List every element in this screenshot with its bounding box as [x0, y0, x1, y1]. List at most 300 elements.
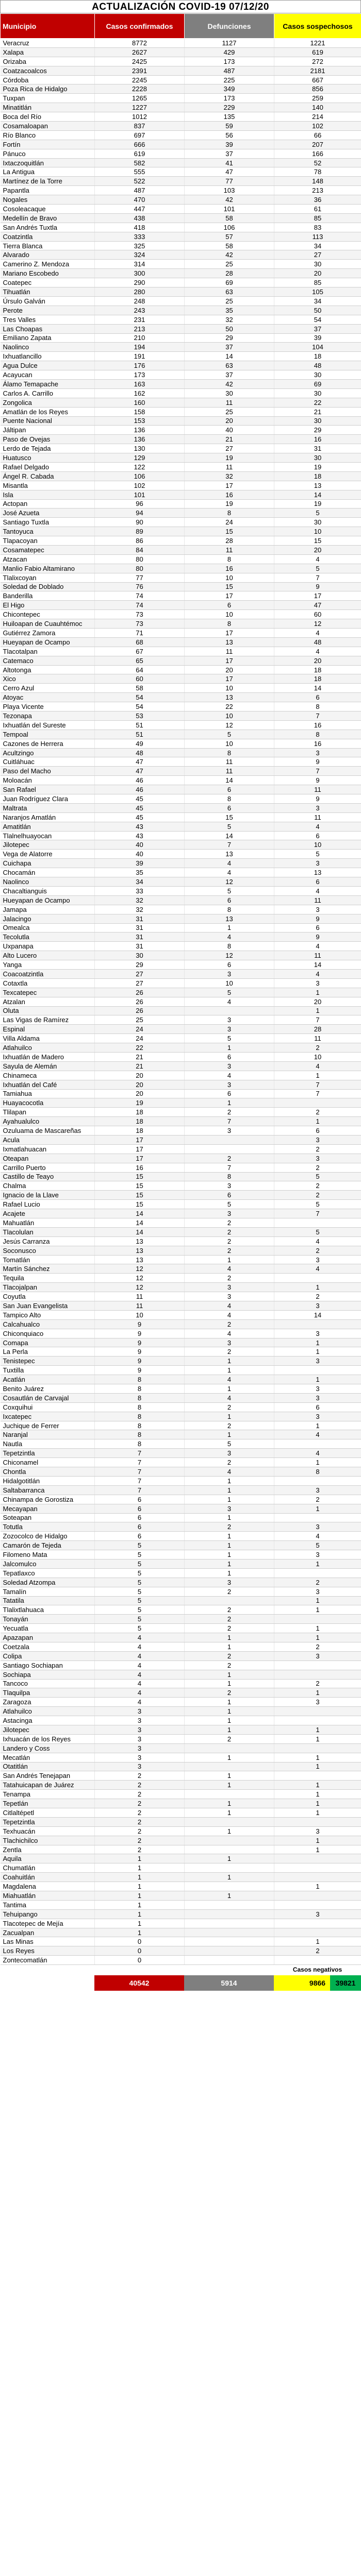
cell-municipio: Cosautlán de Carvajal [1, 1393, 95, 1402]
cell-municipio: Tancoco [1, 1679, 95, 1688]
cell-municipio: Poza Rica de Hidalgo [1, 84, 95, 94]
table-row [1, 895, 361, 905]
cell-sospechosos: 22 [274, 398, 361, 407]
cell-defunciones: 13 [185, 637, 274, 647]
cell-municipio: Ixhuacán de los Reyes [1, 1734, 95, 1743]
cell-municipio: Soledad de Doblado [1, 582, 95, 591]
cell-sospechosos: 113 [274, 232, 361, 241]
table-row [1, 186, 361, 195]
cell-sospechosos: 2 [274, 1108, 361, 1117]
table-row [1, 426, 361, 435]
cell-sospechosos: 6 [274, 693, 361, 702]
cell-municipio: Citlaltépetl [1, 1808, 95, 1818]
cell-municipio: Espinal [1, 1025, 95, 1034]
cell-confirmados: 9 [95, 1357, 185, 1366]
cell-municipio: Camerino Z. Mendoza [1, 260, 95, 269]
cell-municipio: Zongolica [1, 398, 95, 407]
cell-confirmados: 73 [95, 610, 185, 619]
table-row [1, 1596, 361, 1605]
cell-sospechosos: 13 [274, 868, 361, 877]
cell-sospechosos: 2 [274, 1043, 361, 1053]
table-row [1, 720, 361, 730]
cell-confirmados: 333 [95, 232, 185, 241]
cell-sospechosos: 3 [274, 1255, 361, 1264]
table-row [1, 306, 361, 315]
cell-municipio: Jalacingo [1, 914, 95, 923]
cell-sospechosos: 5 [274, 1200, 361, 1209]
cell-confirmados: 24 [95, 1025, 185, 1034]
cell-municipio: Tlaquilpa [1, 1688, 95, 1698]
cell-defunciones: 2 [185, 1246, 274, 1255]
table-row [1, 1781, 361, 1790]
cell-defunciones [185, 1928, 274, 1937]
table-row [1, 1236, 361, 1246]
table-row [1, 1863, 361, 1873]
cell-confirmados: 26 [95, 1006, 185, 1015]
cell-sospechosos: 15 [274, 536, 361, 546]
cell-municipio: Uxpanapa [1, 942, 95, 951]
cell-confirmados: 582 [95, 158, 185, 167]
cell-sospechosos: 3 [274, 905, 361, 914]
cell-sospechosos: 5 [274, 1227, 361, 1236]
cell-defunciones: 30 [185, 388, 274, 398]
cell-confirmados: 5 [95, 1587, 185, 1596]
cell-confirmados: 45 [95, 803, 185, 812]
cell-sospechosos: 3 [274, 1485, 361, 1495]
cell-defunciones: 28 [185, 269, 274, 278]
cell-defunciones: 22 [185, 702, 274, 711]
cell-confirmados: 136 [95, 435, 185, 444]
cell-sospechosos: 3 [274, 978, 361, 988]
cell-confirmados: 31 [95, 942, 185, 951]
cell-municipio: Coxquihui [1, 1402, 95, 1412]
table-row [1, 1753, 361, 1762]
cell-confirmados: 0 [95, 1937, 185, 1946]
cell-confirmados: 12 [95, 1283, 185, 1292]
cell-municipio: Moloacán [1, 776, 95, 785]
cell-sospechosos: 11 [274, 785, 361, 794]
cell-sospechosos: 4 [274, 822, 361, 831]
cell-confirmados: 8 [95, 1402, 185, 1412]
table-row [1, 1458, 361, 1467]
table-row [1, 822, 361, 831]
cell-confirmados: 438 [95, 213, 185, 223]
cell-municipio: Alvarado [1, 250, 95, 260]
cell-confirmados: 8772 [95, 39, 185, 48]
table-row [1, 1633, 361, 1642]
cell-defunciones: 7 [185, 1163, 274, 1172]
cell-sospechosos [274, 1319, 361, 1329]
cell-confirmados: 2 [95, 1781, 185, 1790]
cell-sospechosos: 16 [274, 720, 361, 730]
table-row [1, 1826, 361, 1836]
cell-defunciones: 17 [185, 591, 274, 601]
cell-municipio: Jalcomulco [1, 1559, 95, 1568]
cell-defunciones: 3 [185, 1449, 274, 1458]
cell-sospechosos [274, 1743, 361, 1753]
cell-defunciones: 1 [185, 1430, 274, 1439]
cell-sospechosos: 5 [274, 564, 361, 573]
cell-sospechosos [274, 1476, 361, 1485]
cell-municipio: Veracruz [1, 39, 95, 48]
cell-defunciones: 1 [185, 1854, 274, 1863]
cell-sospechosos: 14 [274, 684, 361, 693]
cell-sospechosos: 37 [274, 324, 361, 333]
total-negativos: 39821 [330, 1975, 361, 1991]
cell-confirmados: 12 [95, 1264, 185, 1274]
cell-municipio: Carrillo Puerto [1, 1163, 95, 1172]
cell-confirmados: 89 [95, 527, 185, 536]
cell-confirmados: 106 [95, 471, 185, 481]
cell-defunciones: 2 [185, 1615, 274, 1624]
cell-defunciones: 32 [185, 471, 274, 481]
cell-sospechosos: 3 [274, 1550, 361, 1560]
table-row [1, 942, 361, 951]
table-row [1, 656, 361, 665]
cell-defunciones: 2 [185, 1624, 274, 1633]
cell-confirmados: 80 [95, 564, 185, 573]
cell-confirmados: 6 [95, 1504, 185, 1513]
cell-defunciones: 3 [185, 1181, 274, 1191]
table-row [1, 287, 361, 297]
cell-sospechosos: 2 [274, 1679, 361, 1688]
cell-sospechosos: 47 [274, 601, 361, 610]
cell-defunciones: 10 [185, 739, 274, 748]
cell-defunciones: 15 [185, 527, 274, 536]
table-row [1, 674, 361, 684]
table-row [1, 1642, 361, 1651]
cell-confirmados: 619 [95, 149, 185, 158]
table-row [1, 739, 361, 748]
cell-confirmados: 2245 [95, 75, 185, 84]
cell-defunciones: 1 [185, 1716, 274, 1725]
cell-confirmados: 101 [95, 490, 185, 499]
table-row [1, 205, 361, 214]
cell-confirmados: 40 [95, 840, 185, 850]
cell-sospechosos [274, 1817, 361, 1826]
cell-municipio: Huiloapan de Cuauhtémoc [1, 619, 95, 629]
cell-sospechosos: 1 [274, 1283, 361, 1292]
table-row [1, 812, 361, 822]
cell-confirmados: 18 [95, 1108, 185, 1117]
cell-sospechosos: 3 [274, 1412, 361, 1421]
cell-confirmados: 8 [95, 1393, 185, 1402]
cell-municipio: Cotaxtla [1, 978, 95, 988]
table-row [1, 1089, 361, 1098]
cell-municipio: Chacaltianguis [1, 886, 95, 895]
cell-sospechosos: 4 [274, 969, 361, 978]
cell-municipio: Ixmatlahuacan [1, 1144, 95, 1154]
cell-defunciones: 229 [185, 103, 274, 112]
cell-defunciones: 17 [185, 656, 274, 665]
cell-defunciones: 8 [185, 554, 274, 564]
cell-sospechosos: 16 [274, 435, 361, 444]
cell-confirmados: 33 [95, 886, 185, 895]
table-row [1, 1080, 361, 1089]
cell-defunciones [185, 1863, 274, 1873]
table-row [1, 352, 361, 361]
table-row [1, 1154, 361, 1163]
cell-municipio: Chicontepec [1, 610, 95, 619]
cell-defunciones: 2 [185, 1274, 274, 1283]
table-row [1, 1485, 361, 1495]
cell-confirmados: 4 [95, 1688, 185, 1698]
table-row [1, 601, 361, 610]
table-row [1, 1246, 361, 1255]
cell-confirmados: 15 [95, 1181, 185, 1191]
cell-confirmados: 48 [95, 748, 185, 757]
table-row [1, 1117, 361, 1126]
cell-sospechosos: 7 [274, 1015, 361, 1025]
cell-defunciones: 2 [185, 1154, 274, 1163]
cell-municipio: Zentla [1, 1845, 95, 1854]
cell-defunciones [185, 1790, 274, 1799]
cell-confirmados: 8 [95, 1421, 185, 1430]
cell-defunciones: 225 [185, 75, 274, 84]
negativos-label: Casos negativos [292, 1966, 342, 1974]
table-row [1, 122, 361, 131]
cell-municipio: Pánuco [1, 149, 95, 158]
cell-confirmados: 6 [95, 1513, 185, 1522]
table-row [1, 1891, 361, 1901]
cell-municipio: Los Reyes [1, 1946, 95, 1956]
cell-confirmados: 314 [95, 260, 185, 269]
cell-sospechosos: 36 [274, 195, 361, 205]
table-row [1, 1845, 361, 1854]
cell-sospechosos: 30 [274, 453, 361, 463]
table-row [1, 1882, 361, 1891]
cell-confirmados: 5 [95, 1624, 185, 1633]
cell-defunciones: 4 [185, 1393, 274, 1402]
table-row [1, 1338, 361, 1347]
table-row [1, 1790, 361, 1799]
cell-defunciones [185, 1144, 274, 1154]
table-row [1, 1928, 361, 1937]
table-row [1, 859, 361, 868]
cell-confirmados: 71 [95, 629, 185, 638]
table-row [1, 39, 361, 48]
cell-municipio: Cuichapa [1, 859, 95, 868]
cell-sospechosos: 48 [274, 361, 361, 370]
table-row [1, 564, 361, 573]
cell-defunciones: 2 [185, 1587, 274, 1596]
cell-defunciones: 42 [185, 195, 274, 205]
cell-confirmados: 418 [95, 223, 185, 232]
cell-defunciones [185, 1762, 274, 1771]
table-row [1, 629, 361, 638]
cell-municipio: Las Vigas de Ramírez [1, 1015, 95, 1025]
cell-defunciones: 14 [185, 352, 274, 361]
cell-sospechosos: 31 [274, 444, 361, 453]
table-row [1, 1587, 361, 1596]
cell-defunciones [185, 1135, 274, 1144]
table-row [1, 167, 361, 177]
cell-defunciones: 5 [185, 988, 274, 997]
cell-confirmados: 30 [95, 951, 185, 960]
cell-municipio: Ixhuatlán de Madero [1, 1052, 95, 1061]
cell-sospechosos: 2 [274, 1642, 361, 1651]
cell-defunciones: 1 [185, 1891, 274, 1901]
cell-defunciones: 1 [185, 1753, 274, 1762]
cell-confirmados: 324 [95, 250, 185, 260]
cell-sospechosos: 10 [274, 840, 361, 850]
cell-municipio: Tecolutla [1, 933, 95, 942]
cell-confirmados: 15 [95, 1172, 185, 1181]
cell-confirmados: 29 [95, 960, 185, 970]
cell-sospechosos: 6 [274, 831, 361, 840]
cell-sospechosos [274, 1513, 361, 1522]
cell-confirmados: 194 [95, 343, 185, 352]
cell-municipio: Benito Juárez [1, 1384, 95, 1394]
table-row [1, 1264, 361, 1274]
cell-sospechosos: 4 [274, 1532, 361, 1541]
cell-sospechosos [274, 1218, 361, 1228]
cell-defunciones: 3 [185, 1015, 274, 1025]
cell-municipio: Atlahuilco [1, 1707, 95, 1716]
cell-confirmados: 102 [95, 481, 185, 490]
cell-sospechosos: 34 [274, 241, 361, 250]
table-row [1, 232, 361, 241]
table-row [1, 933, 361, 942]
cell-sospechosos: 3 [274, 1522, 361, 1532]
cell-defunciones [185, 1900, 274, 1909]
table-row [1, 84, 361, 94]
cell-sospechosos: 4 [274, 554, 361, 564]
table-row [1, 1108, 361, 1117]
cell-municipio: Soledad Atzompa [1, 1578, 95, 1587]
cell-confirmados: 20 [95, 1071, 185, 1080]
cell-defunciones [185, 1882, 274, 1891]
cell-defunciones: 3 [185, 1126, 274, 1136]
cell-defunciones: 40 [185, 426, 274, 435]
cell-municipio: Soconusco [1, 1246, 95, 1255]
table-row [1, 1734, 361, 1743]
cell-municipio: Ayahualulco [1, 1117, 95, 1126]
cell-sospechosos: 1 [274, 1937, 361, 1946]
cell-municipio: Nogales [1, 195, 95, 205]
cell-defunciones: 173 [185, 94, 274, 103]
table-row [1, 1688, 361, 1698]
cell-defunciones: 32 [185, 315, 274, 324]
cell-confirmados: 20 [95, 1080, 185, 1089]
table-row [1, 1061, 361, 1071]
cell-defunciones: 69 [185, 278, 274, 287]
table-row [1, 379, 361, 388]
cell-municipio: Tres Valles [1, 315, 95, 324]
cell-defunciones: 4 [185, 933, 274, 942]
cell-confirmados: 5 [95, 1559, 185, 1568]
cell-defunciones: 3 [185, 1283, 274, 1292]
cell-confirmados: 86 [95, 536, 185, 546]
cell-municipio: Coacoatzintla [1, 969, 95, 978]
cell-defunciones: 103 [185, 186, 274, 195]
cell-municipio: Paso del Macho [1, 767, 95, 776]
cell-confirmados: 160 [95, 398, 185, 407]
cell-municipio: Filomeno Mata [1, 1550, 95, 1560]
table-row [1, 149, 361, 158]
cell-sospechosos: 7 [274, 711, 361, 721]
cell-defunciones: 1 [185, 1873, 274, 1882]
table-row [1, 1135, 361, 1144]
cell-sospechosos: 6 [274, 1402, 361, 1412]
cell-confirmados: 14 [95, 1218, 185, 1228]
cell-defunciones: 2 [185, 1347, 274, 1357]
cell-confirmados: 34 [95, 877, 185, 887]
cell-sospechosos: 14 [274, 960, 361, 970]
cell-defunciones [185, 1956, 274, 1965]
cell-sospechosos [274, 1568, 361, 1578]
cell-sospechosos: 2 [274, 1495, 361, 1504]
cell-confirmados: 3 [95, 1725, 185, 1734]
cell-municipio: Tequila [1, 1274, 95, 1283]
table-row [1, 850, 361, 859]
table-row [1, 1025, 361, 1034]
cell-municipio: Xico [1, 674, 95, 684]
table-row [1, 748, 361, 757]
cell-confirmados: 191 [95, 352, 185, 361]
table-row [1, 1854, 361, 1863]
cell-confirmados: 6 [95, 1495, 185, 1504]
cell-defunciones: 42 [185, 379, 274, 388]
table-row [1, 1707, 361, 1716]
cell-defunciones: 21 [185, 435, 274, 444]
cell-defunciones: 3 [185, 1504, 274, 1513]
cell-municipio: Rafael Delgado [1, 462, 95, 471]
cell-confirmados: 8 [95, 1375, 185, 1384]
cell-confirmados: 0 [95, 1946, 185, 1956]
cell-municipio: El Higo [1, 601, 95, 610]
cell-defunciones: 2 [185, 1522, 274, 1532]
table-row [1, 130, 361, 140]
cell-defunciones: 1 [185, 1384, 274, 1394]
cell-sospechosos: 1 [274, 1799, 361, 1808]
cell-confirmados: 163 [95, 379, 185, 388]
table-row [1, 1421, 361, 1430]
table-row [1, 554, 361, 564]
cell-sospechosos [274, 1771, 361, 1781]
cell-defunciones: 42 [185, 250, 274, 260]
cell-sospechosos: 54 [274, 315, 361, 324]
cell-sospechosos: 4 [274, 942, 361, 951]
table-row [1, 1743, 361, 1753]
cell-sospechosos [274, 1891, 361, 1901]
cell-defunciones: 4 [185, 1329, 274, 1338]
cell-municipio: Sochiapa [1, 1670, 95, 1679]
table-row [1, 1218, 361, 1228]
table-row [1, 1384, 361, 1394]
cell-municipio: Mecatlán [1, 1753, 95, 1762]
table-row [1, 518, 361, 527]
cell-municipio: Cazones de Herrera [1, 739, 95, 748]
table-row [1, 591, 361, 601]
table-row [1, 1522, 361, 1532]
cell-confirmados: 4 [95, 1670, 185, 1679]
cell-sospechosos: 140 [274, 103, 361, 112]
cell-confirmados: 46 [95, 785, 185, 794]
cell-municipio: Landero y Coss [1, 1743, 95, 1753]
cell-confirmados: 74 [95, 591, 185, 601]
cell-sospechosos: 9 [274, 582, 361, 591]
table-row [1, 1762, 361, 1771]
cell-municipio: Coetzala [1, 1642, 95, 1651]
cell-municipio: Ignacio de la Llave [1, 1191, 95, 1200]
cell-defunciones: 7 [185, 1117, 274, 1126]
cell-municipio: Texhuacán [1, 1826, 95, 1836]
cell-defunciones: 77 [185, 177, 274, 186]
negativos-block [274, 1966, 361, 1973]
cell-sospechosos: 39 [274, 333, 361, 343]
cell-sospechosos: 13 [274, 481, 361, 490]
